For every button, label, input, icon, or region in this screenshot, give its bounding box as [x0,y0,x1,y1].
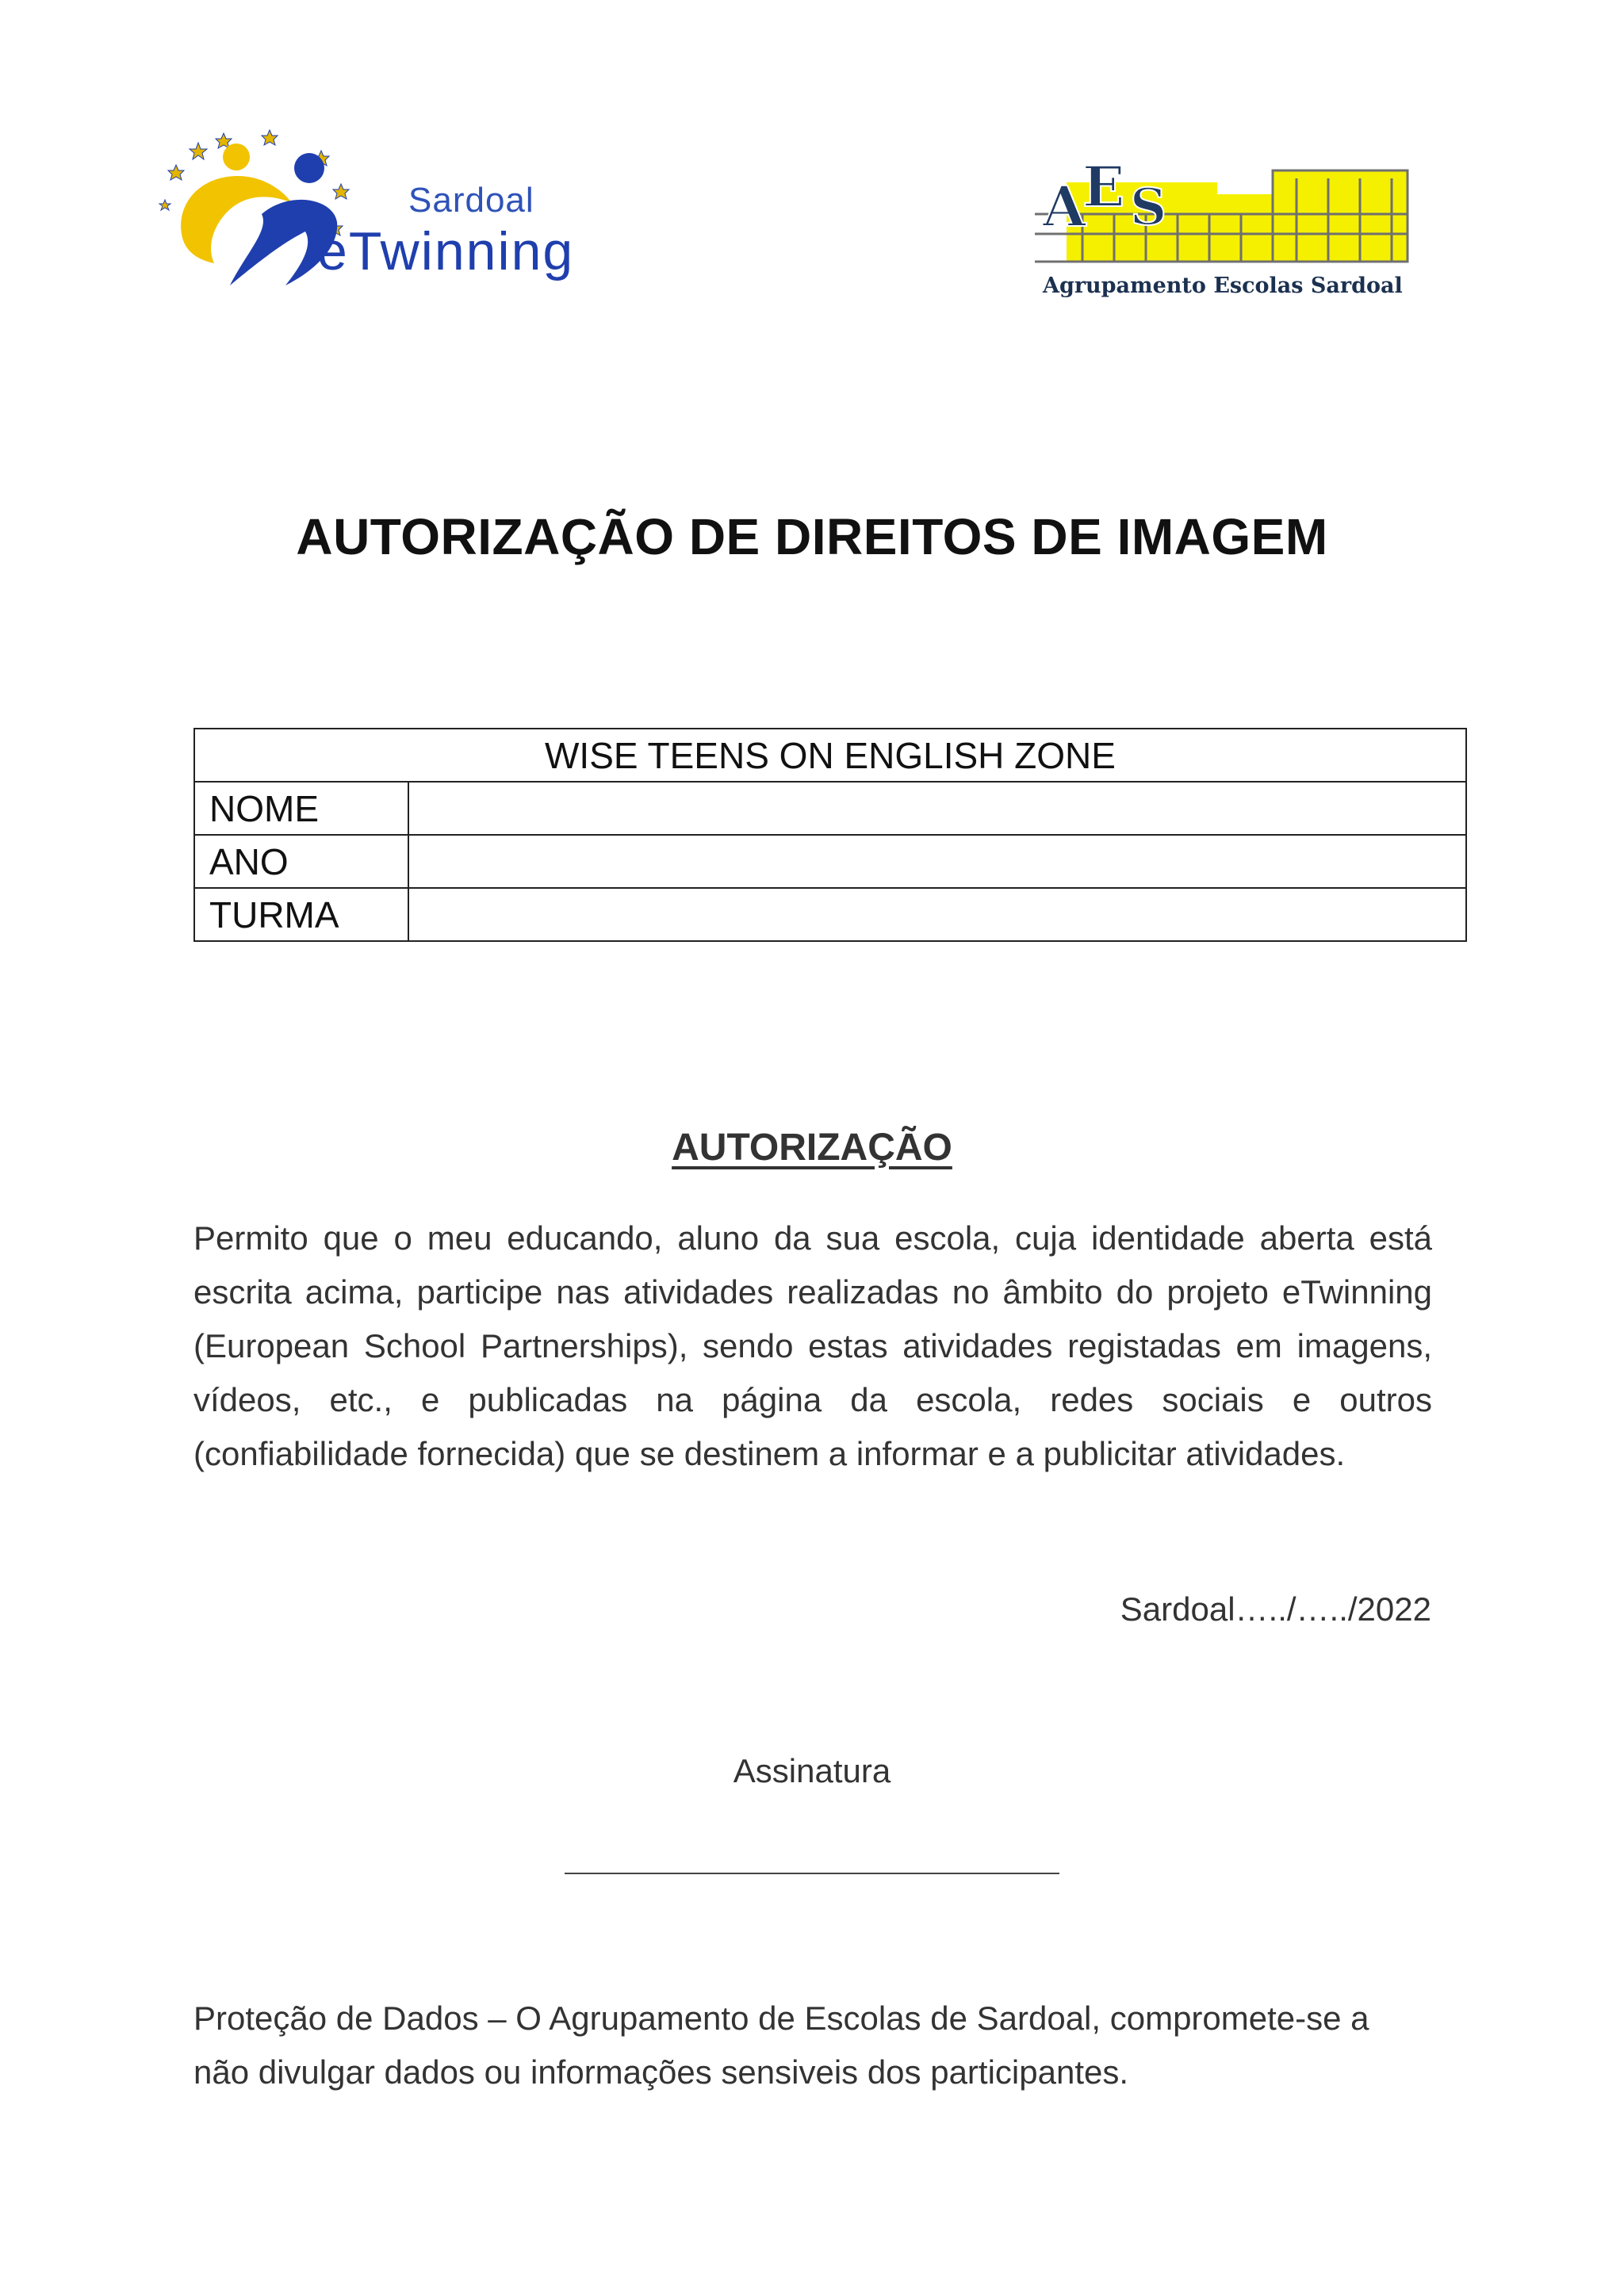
table-header-row [194,729,1466,782]
table-row [194,782,1466,835]
field-value-ano[interactable] [408,835,1466,888]
svg-text:E: E [1082,154,1125,220]
aes-school-logo [1035,147,1415,317]
date-line: Sardoal…../…../2022 [1120,1590,1431,1628]
svg-text:A: A [1043,174,1086,239]
student-info-table [193,728,1467,942]
table-row [194,835,1466,888]
field-value-turma[interactable] [408,888,1466,941]
signature-label: Assinatura [733,1752,891,1789]
school-building-icon [1035,147,1415,274]
svg-text:S: S [1130,178,1167,237]
table-row [194,888,1466,941]
etwinning-location: Sardoal [408,181,534,220]
aes-caption: Agrupamento Escolas Sardoal [1043,274,1403,298]
data-protection-notice: Proteção de Dados – O Agrupamento de Escolas de Sardoal, compromete-se a não divulgar dados ou informações sensiveis dos participantes. [193,1999,1369,2091]
project-name: WISE TEENS ON ENGLISH ZONE [194,729,1466,782]
etwinning-logo [151,127,611,309]
field-label-ano: ANO [194,835,408,888]
etwinning-name: eTwinning [317,221,575,281]
field-label-turma: TURMA [194,888,408,941]
page-title: AUTORIZAÇÃO DE DIREITOS DE IMAGEM [296,508,1328,565]
signature-line [565,1873,1059,1874]
field-label-nome: NOME [194,782,408,835]
authorization-text: Permito que o meu educando, aluno da sua escola, cuja identidade aberta está escrita acima, participe nas atividades realizadas no âmbito do projeto eTwinning (European School Partnerships), sendo estas atividades registadas em imagens, vídeos, etc., e publicadas na página da escola, redes sociais e outros (confiabilidade fornecida) que se destinem a informar e a publicitar atividades. [193,1219,1432,1472]
authorization-heading: AUTORIZAÇÃO [672,1127,952,1169]
field-value-nome[interactable] [408,782,1466,835]
